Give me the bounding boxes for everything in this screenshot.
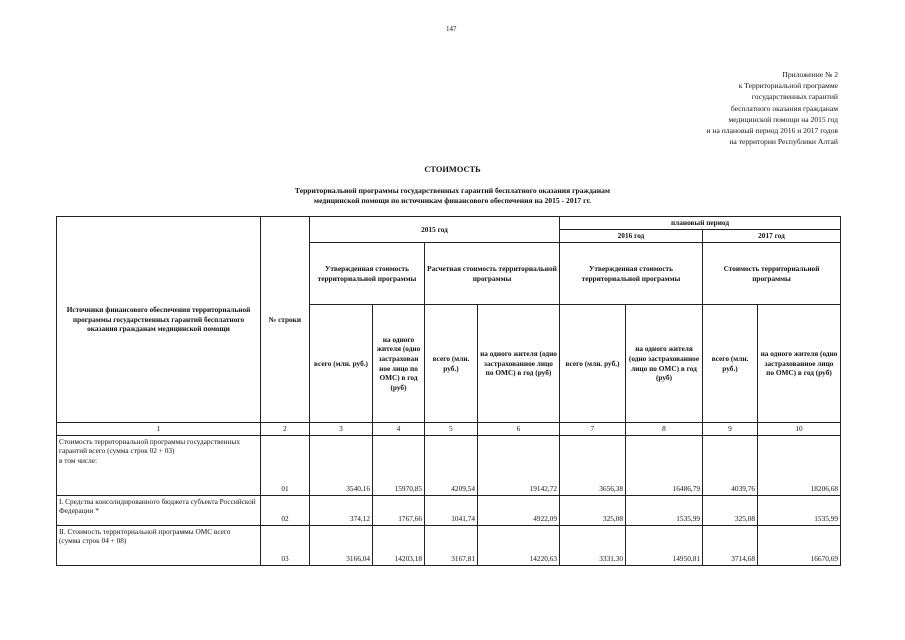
header-per-resident: на одного жителя (одно застрахован ное лицо по ОМС) в год (руб) — [373, 305, 425, 423]
cell-value: 3714,68 — [703, 525, 758, 565]
cell-value: 3656,38 — [560, 435, 626, 495]
header-total: всего (млн. руб.) — [703, 305, 758, 423]
header-sources: Источники финансового обеспечения территориальной программы государственных гарантий бесплатного оказания гражданам медицинской помощи — [57, 217, 261, 423]
cell-value: 14220,63 — [478, 525, 560, 565]
header-approved-cost-2015: Утвержденная стоимость территориальной программы — [310, 243, 425, 305]
header-year-2017: 2017 год — [703, 230, 841, 243]
cell-value: 3331,30 — [560, 525, 626, 565]
cell-value: 14950,81 — [626, 525, 703, 565]
cell-value: 3166,04 — [310, 525, 373, 565]
header-per-resident: на одного жителя (одно застрахованное лицо по ОМС) в год (руб) — [758, 305, 841, 423]
cell-value: 3167,81 — [425, 525, 478, 565]
column-number: 4 — [373, 423, 425, 436]
column-number: 6 — [478, 423, 560, 436]
header-total: всего (млн. руб.) — [310, 305, 373, 423]
cell-value: 18206,68 — [758, 435, 841, 495]
cell-value: 15970,85 — [373, 435, 425, 495]
row-label: II. Стоимость территориальной программы ОМС всего (сумма строк 04 + 08) — [57, 525, 261, 565]
header-year-2015: 2015 год — [310, 217, 560, 243]
header-program-cost-2017: Стоимость территориальной программы — [703, 243, 841, 305]
header-approved-cost-2016: Утвержденная стоимость территориальной программы — [560, 243, 703, 305]
cell-value: 374,12 — [310, 495, 373, 525]
cell-value: 1041,74 — [425, 495, 478, 525]
header-planned-period: плановый период — [560, 217, 841, 230]
column-number: 5 — [425, 423, 478, 436]
cost-table — [56, 216, 841, 566]
appendix-line: на территории Республики Алтай — [729, 137, 838, 147]
table-row — [57, 525, 841, 565]
cell-value: 1535,99 — [626, 495, 703, 525]
cell-value: 4209,54 — [425, 435, 478, 495]
appendix-line: Приложение № 2 — [782, 70, 838, 79]
document-title: СТОИМОСТЬ — [424, 165, 481, 174]
header-year-2016: 2016 год — [560, 230, 703, 243]
column-number: 2 — [261, 423, 310, 436]
row-number: 03 — [261, 525, 310, 565]
header-row-number: № строки — [261, 217, 310, 423]
column-number-row — [57, 423, 841, 436]
cell-value: 19142,72 — [478, 435, 560, 495]
appendix-note — [578, 69, 838, 147]
header-per-resident: на одного жителя (одно застрахованное лицо по ОМС) в год (руб) — [626, 305, 703, 423]
column-number: 3 — [310, 423, 373, 436]
header-estimated-cost-2015: Расчетная стоимость территориальной программы — [425, 243, 560, 305]
appendix-line: государственных гарантий — [751, 92, 838, 102]
row-number: 01 — [261, 435, 310, 495]
table-row — [57, 495, 841, 525]
cell-value: 325,08 — [560, 495, 626, 525]
cell-value: 4039,76 — [703, 435, 758, 495]
cell-value: 1767,66 — [373, 495, 425, 525]
header-total: всего (млн. руб.) — [425, 305, 478, 423]
appendix-line: медицинской помощи на 2015 год — [728, 114, 838, 124]
cell-value: 325,08 — [703, 495, 758, 525]
cell-value: 3540,16 — [310, 435, 373, 495]
row-label: Стоимость территориальной программы государственных гарантий всего (сумма строк 02 + 03) в том числе: — [57, 435, 261, 495]
column-number: 9 — [703, 423, 758, 436]
page-number: 147 — [446, 25, 457, 33]
cell-value: 16486,79 — [626, 435, 703, 495]
cell-value: 4922,09 — [478, 495, 560, 525]
document-subtitle: Территориальной программы государственных гарантий бесплатного оказания гражданам медицинской помощи по источникам финансового обеспечения на 2015 - 2017 гг. — [294, 186, 611, 205]
appendix-line: к Территориальной программе — [738, 81, 838, 91]
table-row — [57, 435, 841, 495]
column-number: 10 — [758, 423, 841, 436]
header-total: всего (млн. руб.) — [560, 305, 626, 423]
row-label: I. Средства консолидированного бюджета субъекта Российской Федерации * — [57, 495, 261, 525]
column-number: 8 — [626, 423, 703, 436]
appendix-line: и на плановый период 2016 и 2017 годов — [706, 126, 838, 136]
cell-value: 1535,99 — [758, 495, 841, 525]
row-number: 02 — [261, 495, 310, 525]
appendix-line: бесплатного оказания гражданам — [730, 103, 838, 113]
cell-value: 14203,18 — [373, 525, 425, 565]
column-number: 1 — [57, 423, 261, 436]
cell-value: 16670,69 — [758, 525, 841, 565]
header-per-resident: на одного жителя (одно застрахованное лицо по ОМС) в год (руб) — [478, 305, 560, 423]
column-number: 7 — [560, 423, 626, 436]
